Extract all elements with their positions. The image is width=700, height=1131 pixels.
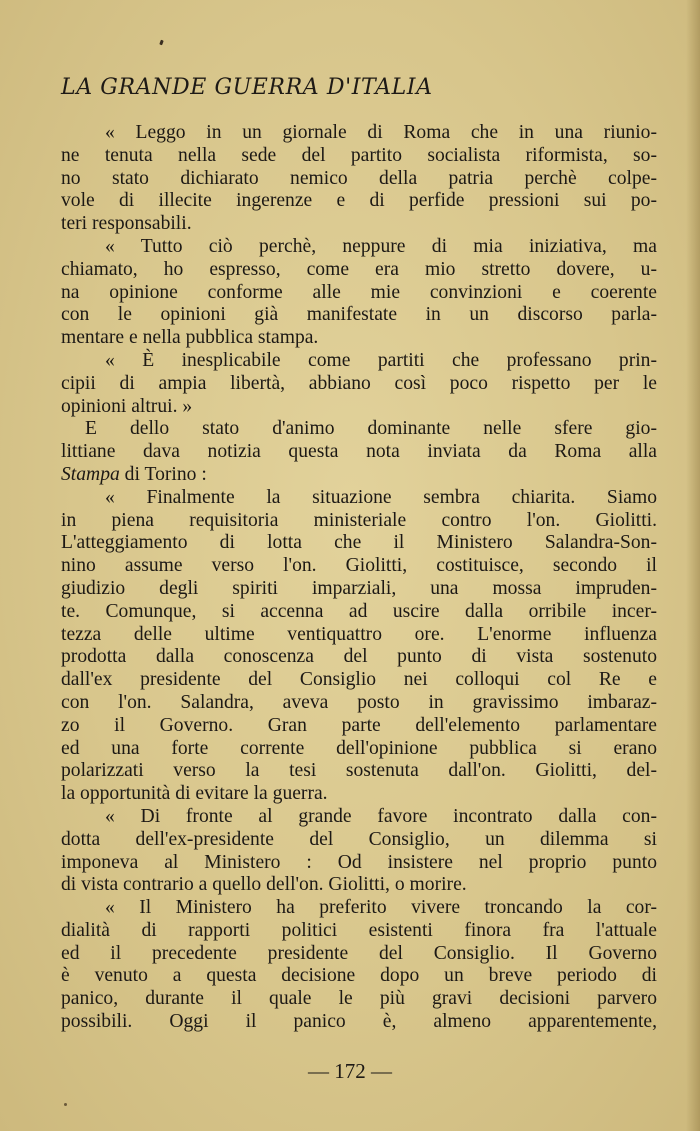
- text-line: ne tenuta nella sede del partito socialista riformista, so-: [61, 144, 657, 166]
- page-edge-shadow: [686, 0, 700, 1131]
- text-line: dall'ex presidente del Consiglio nei colloqui col Re e: [61, 669, 657, 691]
- text-line: dialità di rapporti politici esistenti finora fra l'attuale: [61, 919, 657, 941]
- text-line: E dello stato d'animo dominante nelle sfere gio-: [85, 418, 657, 440]
- text-line: chiamato, ho espresso, come era mio stretto dovere, u-: [61, 258, 657, 280]
- text-line: na opinione conforme alle mie convinzioni e coerente: [61, 281, 657, 303]
- text-line: teri responsabili.: [61, 213, 192, 235]
- text-line: ed il precedente presidente del Consiglio. Il Governo: [61, 942, 657, 964]
- text-line: ed una forte corrente dell'opinione pubblica si erano: [61, 737, 657, 759]
- text-line: possibili. Oggi il panico è, almeno apparentemente,: [61, 1011, 657, 1033]
- ink-mark: [159, 40, 164, 46]
- text-line: zo il Governo. Gran parte dell'elemento parlamentare: [61, 714, 657, 736]
- text-line: prodotta dalla conoscenza del punto di vista sostenuto: [61, 646, 657, 668]
- text-line: con l'on. Salandra, aveva posto in gravissimo imbaraz-: [61, 691, 657, 713]
- text-line: polarizzati verso la tesi sostenuta dall'on. Giolitti, del-: [61, 760, 657, 782]
- text-line: « Il Ministero ha preferito vivere troncando la cor-: [105, 897, 657, 919]
- page-number: — 172 —: [308, 1059, 392, 1083]
- text-line-stampa: [61, 464, 657, 487]
- text-line: con le opinioni già manifestate in un discorso parla-: [61, 304, 657, 326]
- text-line: nino assume verso l'on. Giolitti, costituisce, secondo il: [61, 555, 657, 577]
- text-line: mentare e nella pubblica stampa.: [61, 327, 319, 349]
- text-line: dotta dell'ex-presidente del Consiglio, un dilemma si: [61, 828, 657, 850]
- text-line: te. Comunque, si accenna ad uscire dalla orribile incer-: [61, 600, 657, 622]
- text-line: la opportunità di evitare la guerra.: [61, 783, 328, 805]
- text-line: « Di fronte al grande favore incontrato dalla con-: [105, 805, 657, 827]
- text-line: opinioni altrui. »: [61, 395, 193, 417]
- text-line: cipii di ampia libertà, abbiano così poco rispetto per le: [61, 372, 657, 394]
- text-line: « Tutto ciò perchè, neppure di mia iniziativa, ma: [105, 235, 657, 257]
- running-head: LA GRANDE GUERRA D'ITALIA: [61, 75, 433, 100]
- text-line: L'atteggiamento di lotta che il Ministero Salandra-Son-: [61, 532, 657, 554]
- text-line: « Leggo in un giornale di Roma che in una riunio-: [105, 122, 657, 143]
- text-line: « Finalmente la situazione sembra chiarita. Siamo: [105, 486, 657, 508]
- text-line: in piena requisitoria ministeriale contro l'on. Giolitti.: [61, 509, 657, 531]
- text-line: littiane dava notizia questa nota inviata da Roma alla: [61, 441, 657, 463]
- paper-speck: [64, 1103, 67, 1106]
- body-text: [61, 122, 657, 1034]
- text-line: imponeva al Ministero : Od insistere nel proprio punto: [61, 851, 657, 873]
- text-line: è venuto a questa decisione dopo un breve periodo di: [61, 965, 657, 987]
- text-line: di vista contrario a quello dell'on. Giolitti, o morire.: [61, 874, 467, 896]
- text-fragment: di Torino :: [119, 463, 207, 485]
- text-line: « È inesplicabile come partiti che professano prin-: [105, 349, 657, 371]
- text-line: giudizio degli spiriti imparziali, una mossa impruden-: [61, 577, 657, 599]
- newspaper-title: Stampa: [61, 463, 120, 485]
- text-line: vole di illecite ingerenze e di perfide pressioni sui po-: [61, 190, 657, 212]
- text-line: no stato dichiarato nemico della patria perchè colpe-: [61, 167, 657, 189]
- text-line: panico, durante il quale le più gravi decisioni parvero: [61, 988, 657, 1010]
- text-line: tezza delle ultime ventiquattro ore. L'enorme influenza: [61, 623, 657, 645]
